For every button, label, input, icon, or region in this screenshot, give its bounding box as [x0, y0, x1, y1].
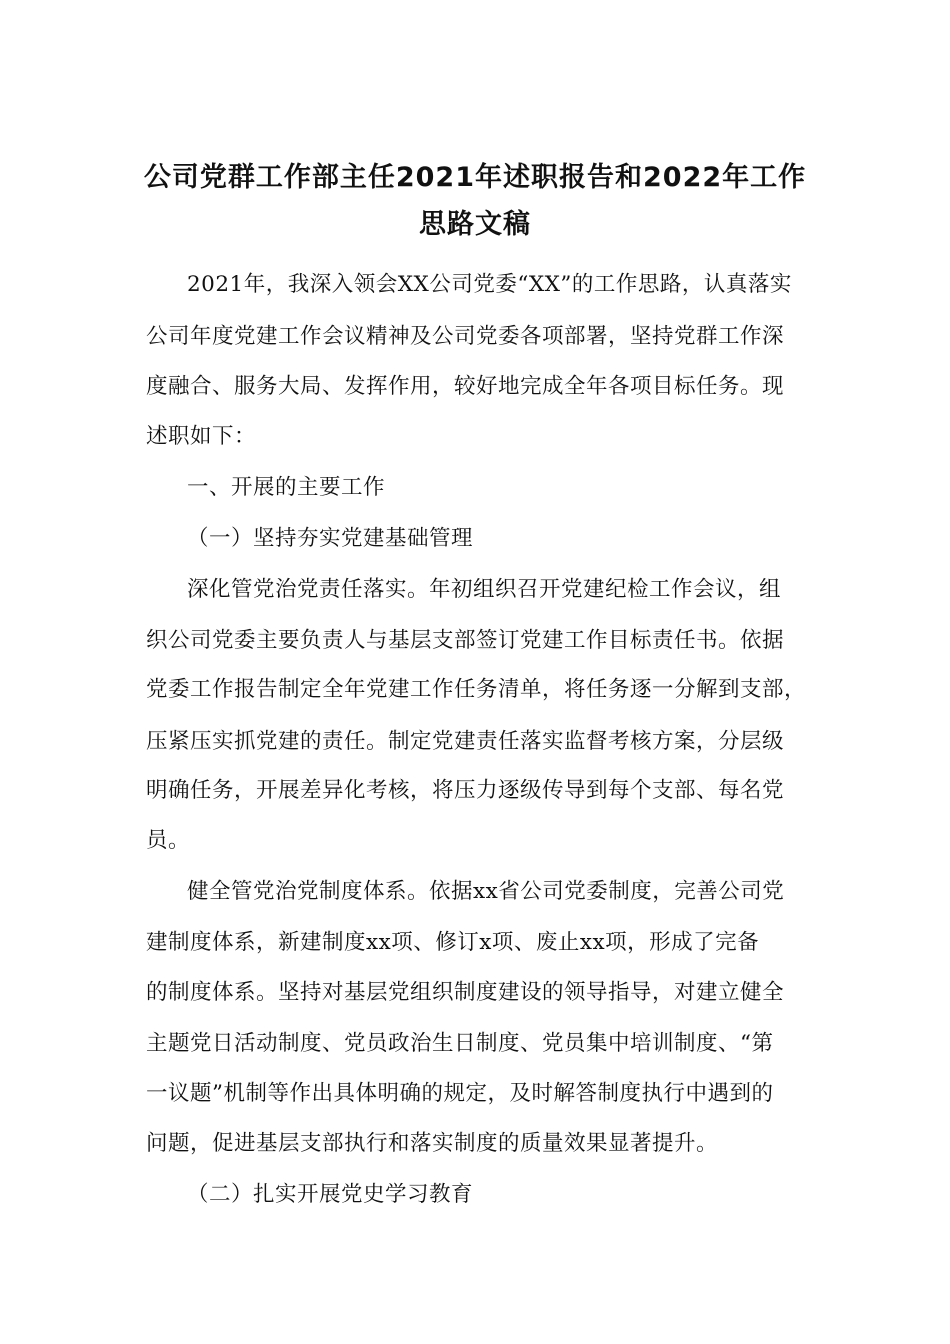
paragraph-line: 2021年，我深入领会XX公司党委“XX”的工作思路，认真落实	[187, 272, 792, 297]
paragraph-line: 织公司党委主要负责人与基层支部签订党建工作目标责任书。依据	[146, 628, 785, 653]
paragraph-line: 健全管党治党制度体系。依据xx省公司党委制度，完善公司党	[187, 879, 785, 904]
paragraph-line: 员。	[146, 828, 191, 853]
document-title-line-1: 公司党群工作部主任2021年述职报告和2022年工作	[143, 162, 807, 193]
document-title-line-2: 思路文稿	[419, 209, 531, 240]
paragraph-line: 度融合、服务大局、发挥作用，较好地完成全年各项目标任务。现	[146, 374, 785, 399]
paragraph-line: 主题党日活动制度、党员政治生日制度、党员集中培训制度、“第	[146, 1031, 774, 1056]
paragraph-line: 建制度体系，新建制度xx项、修订x项、废止xx项，形成了完备	[146, 930, 760, 955]
paragraph-line: 的制度体系。坚持对基层党组织制度建设的领导指导，对建立健全	[146, 980, 785, 1005]
subsection-heading: （一）坚持夯实党建基础管理	[187, 526, 474, 551]
paragraph-line: 党委工作报告制定全年党建工作任务清单，将任务逐一分解到支部，	[146, 677, 807, 702]
paragraph-line: 公司年度党建工作会议精神及公司党委各项部署，坚持党群工作深	[146, 324, 785, 349]
paragraph-line: 一议题”机制等作出具体明确的规定，及时解答制度执行中遇到的	[146, 1081, 774, 1106]
paragraph-line: 深化管党治党责任落实。年初组织召开党建纪检工作会议，组	[187, 577, 782, 602]
paragraph-line: 问题，促进基层支部执行和落实制度的质量效果显著提升。	[146, 1131, 719, 1156]
paragraph-line: 述职如下：	[146, 424, 257, 449]
paragraph-line: 压紧压实抓党建的责任。制定党建责任落实监督考核方案，分层级	[146, 729, 785, 754]
paragraph-line: 明确任务，开展差异化考核，将压力逐级传导到每个支部、每名党	[146, 778, 785, 803]
section-heading: 一、开展的主要工作	[187, 475, 386, 500]
subsection-heading: （二）扎实开展党史学习教育	[187, 1182, 474, 1207]
